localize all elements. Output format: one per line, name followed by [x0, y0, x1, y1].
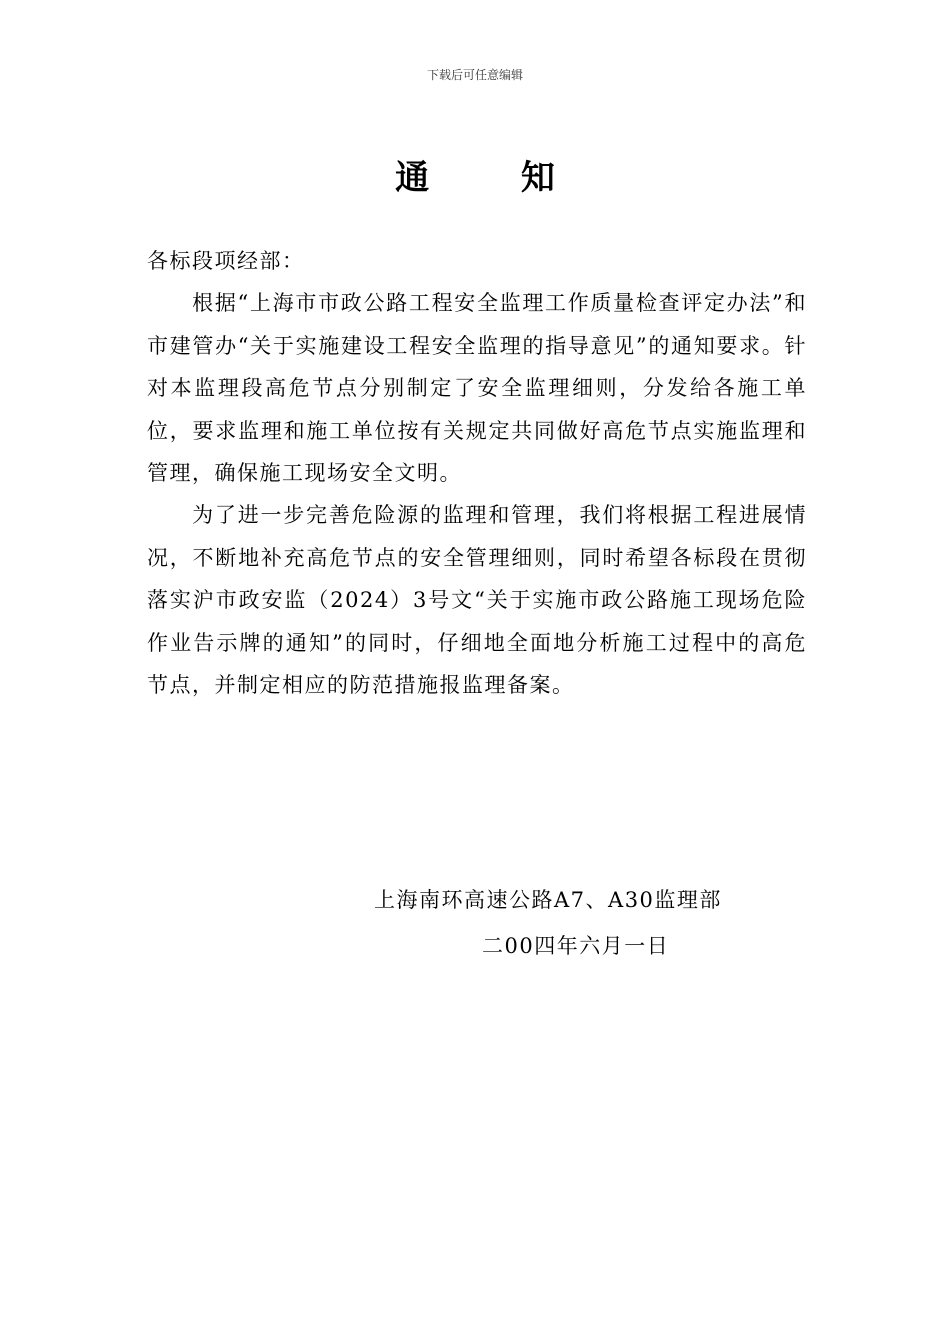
notice-body [147, 240, 807, 706]
signature-date: 二00四年六月一日 [482, 934, 670, 958]
header-note: 下载后可任意编辑 [426, 68, 523, 82]
salutation: 各标段项经部： [147, 249, 305, 273]
page-title: 通 知 [395, 158, 595, 198]
paragraph-1: 根据“上海市市政公路工程安全监理工作质量检查评定办法”和市建管办“关于实施建设工程安全监理的指导意见”的通知要求。针对本监理段高危节点分别制定了安全监理细则，分发给各施工单位，要求监理和施工单位按有关规定共同做好高危节点实施监理和管理，确保施工现场安全文明。 [147, 291, 807, 486]
signature-organization: 上海南环高速公路A7、A30监理部 [374, 888, 722, 912]
paragraph-2: 为了进一步完善危险源的监理和管理，我们将根据工程进展情况，不断地补充高危节点的安全管理细则，同时希望各标段在贯彻落实沪市政安监（2024）3号文“关于实施市政公路施工现场危险作业告示牌的通知”的同时，仔细地全面地分析施工过程中的高危节点，并制定相应的防范措施报监理备案。 [147, 503, 807, 698]
